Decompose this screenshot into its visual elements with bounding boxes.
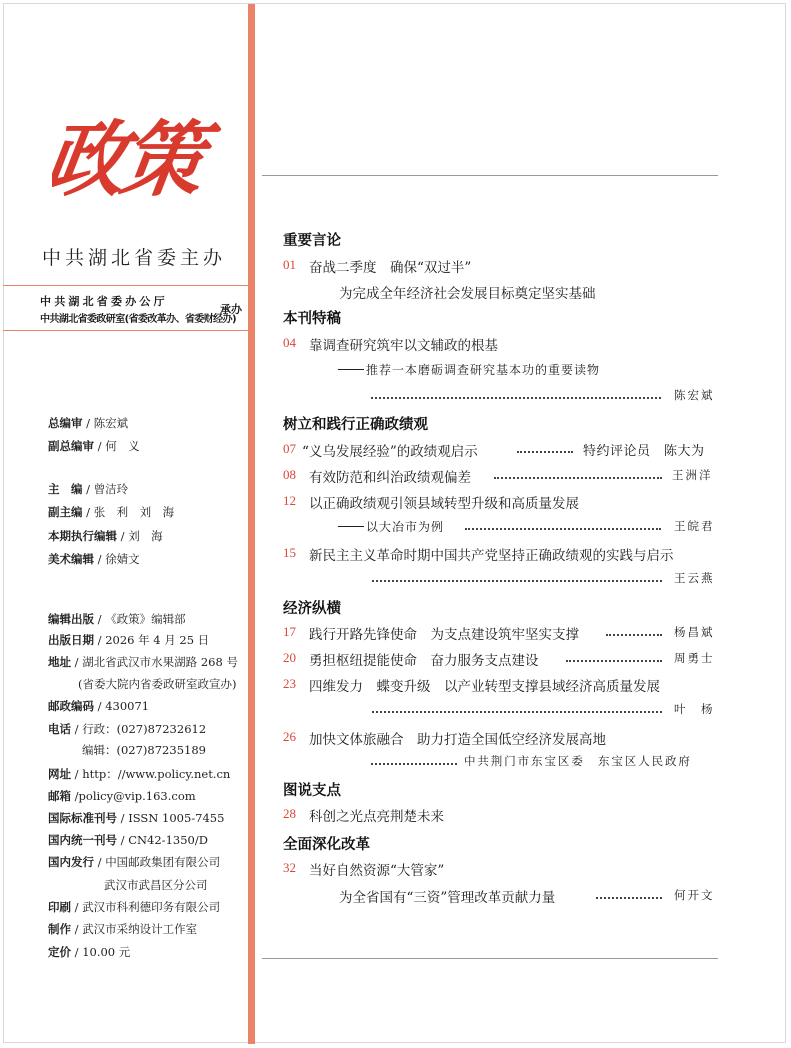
toc-page-number[interactable]: 23 [283, 676, 296, 691]
toc-section-title: 本刊特稿 [283, 311, 341, 327]
host-org-line1: 中共湖北省委办公厅 [40, 295, 168, 308]
sponsor-org: 中共湖北省委主办 [42, 247, 227, 269]
toc-article-title[interactable]: 靠调查研究筑牢以文辅政的根基 [309, 338, 498, 354]
leader-dots [372, 580, 662, 582]
toc-page-number[interactable]: 26 [283, 729, 296, 744]
host-org-line2: 中共湖北省委政研室(省委改革办、省委财经办) [40, 314, 236, 325]
accent-divider-bar [248, 4, 255, 1044]
magazine-logo [52, 88, 222, 218]
staff-row: 总编审 / 陈宏斌 [48, 416, 129, 430]
toc-page-number[interactable]: 12 [283, 493, 296, 508]
pub-address-2: (省委大院内省委政研室政宣办) [78, 677, 237, 691]
pub-issn: 国际标准刊号 / ISSN 1005-7455 [48, 811, 225, 825]
toc-author: 中共荆门市东宝区委 东宝区人民政府 [464, 754, 692, 768]
toc-page-number[interactable]: 15 [283, 545, 296, 560]
pub-phone: 电话 / 行政：(027)87232612 [48, 722, 207, 736]
svg-text:政策: 政策 [52, 112, 207, 208]
host-suffix: 承办 [220, 303, 242, 316]
pub-distribution-2: 武汉市武昌区分公司 [104, 878, 208, 892]
leader-dots [566, 660, 662, 662]
staff-row: 主 编 / 曾洁玲 [48, 482, 129, 496]
pub-email: 邮箱 /policy@vip.163.com [48, 789, 196, 803]
leader-dots [372, 711, 662, 713]
leader-dots [494, 477, 662, 479]
toc-article-title[interactable]: 以正确政绩观引领县域转型升级和高质量发展 [309, 496, 579, 512]
pub-date: 出版日期 / 2026 年 4 月 25 日 [48, 633, 210, 647]
host-org-box [3, 285, 248, 331]
pub-postcode: 邮政编码 / 430071 [48, 699, 150, 713]
toc-page-number[interactable]: 08 [283, 467, 296, 482]
toc-section-title: 全面深化改革 [283, 837, 370, 853]
pub-phone-2: 编辑：(027)87235189 [82, 743, 206, 757]
pub-website: 网址 / http：//www.policy.net.cn [48, 767, 231, 781]
toc-section-title: 经济纵横 [283, 601, 341, 617]
toc-article-title[interactable]: 奋战二季度 确保“双过半” [309, 260, 472, 276]
staff-row: 副主编 / 张 利 刘 海 [48, 505, 175, 519]
logo-calligraphy [52, 88, 222, 218]
pub-printer: 印刷 / 武汉市科利德印务有限公司 [48, 900, 221, 914]
toc-page-number[interactable]: 20 [283, 650, 296, 665]
pub-cn: 国内统一刊号 / CN42-1350/D [48, 833, 208, 847]
pub-distribution: 国内发行 / 中国邮政集团有限公司 [48, 855, 221, 869]
leader-dots [596, 897, 662, 899]
leader-dots [465, 528, 661, 530]
toc-page-number[interactable]: 28 [283, 806, 296, 821]
toc-author: 何开文 [674, 888, 715, 902]
toc-article-title[interactable]: 勇担枢纽提能使命 奋力服务支点建设 [309, 653, 539, 669]
toc-page-number[interactable]: 07 [283, 441, 296, 456]
toc-article-title[interactable]: 当好自然资源“大管家” [309, 863, 445, 879]
leader-dots [517, 451, 573, 453]
toc-article-title[interactable]: 新民主主义革命时期中国共产党坚持正确政绩观的实践与启示 [309, 548, 674, 564]
toc-author: 陈宏斌 [674, 388, 715, 402]
staff-row: 本期执行编辑 / 刘 海 [48, 529, 163, 543]
toc-page-number[interactable]: 32 [283, 860, 296, 875]
leader-dots [606, 634, 662, 636]
toc-author: 王云燕 [674, 571, 715, 585]
subtitle-dash [338, 369, 364, 370]
toc-author: 王洲洋 [672, 468, 713, 482]
staff-row: 美术编辑 / 徐婧文 [48, 552, 140, 566]
leader-dots [371, 763, 457, 765]
staff-row: 副总编审 / 何 义 [48, 439, 140, 453]
toc-page-number[interactable]: 04 [283, 335, 296, 350]
toc-author: 王皖君 [674, 519, 715, 533]
toc-page-number[interactable]: 01 [283, 257, 296, 272]
subtitle-dash [338, 526, 364, 527]
pub-editor: 编辑出版 / 《政策》编辑部 [48, 612, 186, 626]
toc-article-title[interactable]: 加快文体旅融合 助力打造全国低空经济发展高地 [309, 732, 606, 748]
toc-article-subtitle: 推荐一本磨砺调查研究基本功的重要读物 [366, 363, 601, 377]
toc-section-title: 重要言论 [283, 233, 341, 249]
leader-dots [371, 397, 661, 399]
toc-section-title: 树立和践行正确政绩观 [283, 417, 428, 433]
toc-article-title[interactable]: 践行开路先锋使命 为支点建设筑牢坚实支撑 [309, 627, 579, 643]
toc-article-title[interactable]: 四维发力 蝶变升级 以产业转型支撑县域经济高质量发展 [309, 679, 660, 695]
toc-section-title: 图说支点 [283, 783, 341, 799]
toc-article-subtitle: 为全省国有“三资”管理改革贡献力量 [339, 890, 556, 906]
pub-price: 定价 / 10.00 元 [48, 945, 131, 959]
toc-top-rule [262, 175, 718, 176]
toc-article-subtitle: 为完成全年经济社会发展目标奠定坚实基础 [339, 286, 596, 302]
toc-page-number[interactable]: 17 [283, 624, 296, 639]
toc-article-title[interactable]: “义乌发展经验”的政绩观启示 [302, 444, 478, 460]
toc-article-subtitle: 以大冶市为例 [366, 520, 445, 534]
pub-production: 制作 / 武汉市采纳设计工作室 [48, 922, 198, 936]
toc-article-title[interactable]: 科创之光点亮荆楚未来 [309, 809, 444, 825]
toc-author: 叶 杨 [674, 702, 715, 716]
toc-author: 杨昌斌 [674, 625, 715, 639]
toc-author: 特约评论员 陈大为 [583, 444, 705, 459]
pub-address: 地址 / 湖北省武汉市水果湖路 268 号 [48, 655, 238, 669]
toc-bottom-rule [262, 958, 718, 959]
toc-article-title[interactable]: 有效防范和纠治政绩观偏差 [309, 470, 471, 486]
toc-author: 周勇士 [674, 651, 715, 665]
